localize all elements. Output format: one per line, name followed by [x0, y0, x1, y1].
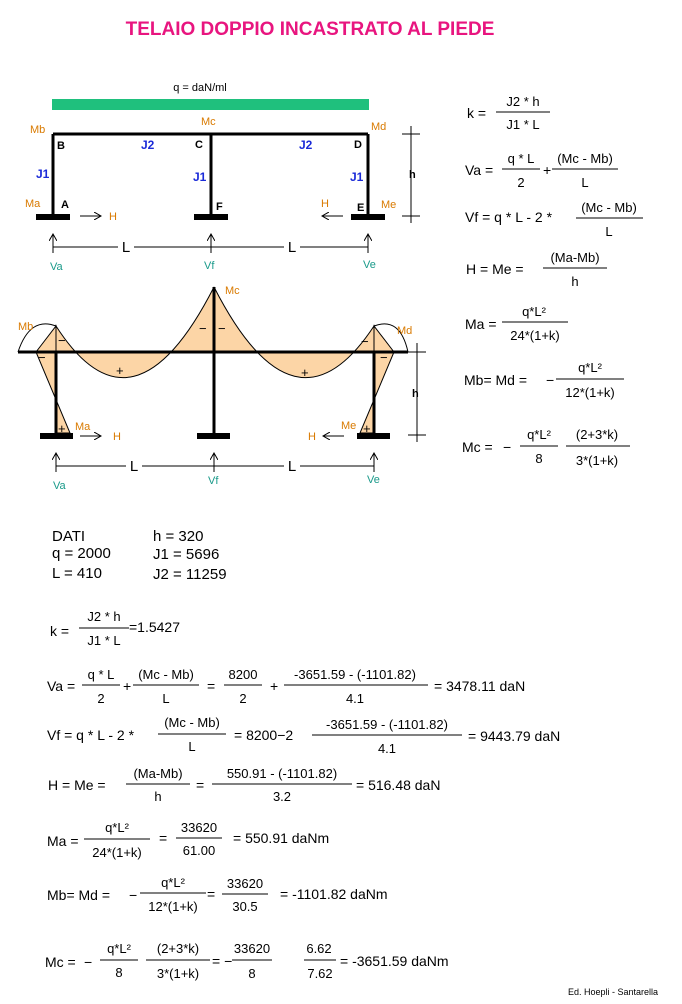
column-j1-middle-label: J1 — [193, 170, 207, 184]
moment-mb-label: Mb — [30, 124, 46, 136]
formula-k-lhs: k = — [467, 105, 487, 121]
formula-va-lhs: Va = — [465, 162, 494, 178]
moment-support-a — [40, 433, 73, 439]
calc-va-d2: L — [162, 691, 170, 706]
calc-vf-d3: 4.1 — [377, 741, 397, 756]
diagram-l-right-label: L — [287, 458, 297, 475]
calc-va-n3: 8200 — [228, 667, 258, 682]
formula-list — [462, 94, 643, 468]
calc-va-n1: q * L — [87, 667, 115, 682]
formula-va-plus: + — [543, 162, 552, 178]
formula-mc-minus: − — [503, 439, 512, 455]
diagram-l-dimension — [56, 453, 374, 472]
h-force-right-label: H — [321, 198, 329, 210]
frame-scheme — [25, 82, 420, 273]
diagram-h-label: h — [412, 388, 419, 400]
node-b-label: B — [57, 140, 65, 152]
formula-mb-lhs: Mb= Md = — [464, 372, 528, 388]
calculation-list — [45, 609, 560, 981]
footer-credit: Ed. Hoepli - Santarella — [567, 987, 658, 997]
node-f-label: F — [216, 201, 223, 213]
calc-mc-n4: 6.62 — [306, 941, 332, 956]
formula-mc-n2: (2+3*k) — [575, 427, 619, 442]
diagram-l-left-label: L — [129, 458, 139, 475]
l-right-label: L — [287, 239, 297, 256]
diagram-vf-label: Vf — [208, 475, 219, 487]
dati-q: q = 2000 — [52, 545, 111, 562]
calc-mc-d3: 8 — [248, 966, 256, 981]
formula-va-d1: 2 — [517, 175, 525, 190]
formula-mb-minus: − — [546, 372, 555, 388]
calc-mc-result: = -3651.59 daNm — [340, 953, 449, 969]
sign-plus-e-foot: + — [363, 421, 371, 436]
calc-vf-num: (Mc - Mb) — [164, 715, 220, 730]
moment-ma-label: Ma — [25, 198, 41, 210]
column-j1-left-label: J1 — [36, 167, 50, 181]
calc-mc-minus: − — [84, 954, 93, 970]
moment-diagram — [18, 285, 426, 492]
diagram-ma-label: Ma — [75, 421, 91, 433]
formula-ma-lhs: Ma = — [465, 316, 497, 332]
formula-vf-den: L — [605, 224, 613, 239]
node-a-label: A — [61, 199, 69, 211]
reaction-va-label: Va — [50, 261, 63, 273]
calc-mb-n2: 33620 — [226, 876, 264, 891]
node-d-label: D — [354, 139, 362, 151]
calc-va-eq: = — [207, 678, 216, 694]
dati-j2: J2 = 11259 — [153, 566, 227, 583]
dati-j1: J1 = 5696 — [153, 546, 220, 563]
sign-minus-c-right: − — [218, 321, 226, 336]
calc-k-num: J2 * h — [87, 609, 121, 624]
calc-mb-den: 12*(1+k) — [148, 899, 198, 914]
diagram-va-label: Va — [53, 480, 66, 492]
calc-ma-num: q*L² — [105, 820, 129, 835]
h-force-left-label: H — [109, 211, 117, 223]
node-e-label: E — [357, 202, 365, 214]
calc-va-d1: 2 — [97, 691, 105, 706]
calc-mc-n1: q*L² — [107, 941, 131, 956]
calc-va-d3: 2 — [239, 691, 247, 706]
beam-j2-right-label: J2 — [299, 138, 313, 152]
calc-ma-lhs: Ma = — [47, 833, 79, 849]
formula-mc-d1: 8 — [535, 451, 543, 466]
diagram-mc-label: Mc — [225, 285, 240, 297]
calc-ma-n2: 33620 — [180, 820, 218, 835]
support-f — [194, 214, 228, 220]
h-dimension-label: h — [409, 169, 416, 181]
formula-vf-lhs: Vf = q * L - 2 * — [465, 209, 553, 225]
sign-minus-c-left: − — [199, 321, 207, 336]
input-data — [52, 528, 227, 583]
formula-va-n1: q * L — [507, 151, 535, 166]
diagram-ve-label: Ve — [367, 474, 380, 486]
beam-j2-left-label: J2 — [141, 138, 155, 152]
calc-mb-result: = -1101.82 daNm — [280, 886, 388, 902]
formula-k-num: J2 * h — [506, 94, 540, 109]
calc-va-d4: 4.1 — [345, 691, 365, 706]
sign-plus-right: + — [301, 365, 309, 380]
calc-va-lhs: Va = — [47, 678, 76, 694]
calc-h-d2: 3.2 — [272, 789, 292, 804]
diagram-h-right-label: H — [308, 431, 316, 443]
formula-ma-den: 24*(1+k) — [510, 328, 560, 343]
formula-ma-num: q*L² — [522, 304, 546, 319]
distributed-load-bar — [52, 99, 369, 110]
moment-support-f — [197, 433, 230, 439]
calc-mc-lhs: Mc = — [45, 954, 76, 970]
calc-vf-den: L — [188, 739, 196, 754]
moment-mc-label: Mc — [201, 116, 216, 128]
moment-md-label: Md — [371, 121, 387, 133]
diagram-md-label: Md — [397, 325, 413, 337]
calc-h-n2: 550.91 - (-1101.82) — [226, 766, 338, 781]
sign-minus-e: − — [380, 350, 388, 365]
support-a — [36, 214, 70, 220]
formula-h-lhs: H = Me = — [466, 261, 524, 277]
calc-mc-eq: = − — [212, 953, 233, 969]
calc-va-n2: (Mc - Mb) — [138, 667, 194, 682]
diagram-mb-label: Mb — [18, 321, 34, 333]
reaction-vf-label: Vf — [204, 260, 215, 272]
calc-mb-lhs: Mb= Md = — [47, 887, 111, 903]
diagram-h-left-label: H — [113, 431, 121, 443]
load-label: q = daN/ml — [173, 82, 227, 94]
formula-mb-num: q*L² — [578, 360, 602, 375]
moment-me-label: Me — [381, 199, 397, 211]
calc-va-plus-2: + — [270, 678, 279, 694]
support-e — [351, 214, 385, 220]
calc-vf-result: = 9443.79 daN — [468, 728, 561, 744]
calc-h-eq: = — [196, 777, 205, 793]
formula-mc-n1: q*L² — [527, 427, 551, 442]
sign-minus-a: − — [38, 350, 46, 365]
calc-mb-d2: 30.5 — [232, 899, 258, 914]
calc-va-plus: + — [123, 678, 132, 694]
formula-mb-den: 12*(1+k) — [565, 385, 615, 400]
formula-va-n2: (Mc - Mb) — [557, 151, 613, 166]
calc-ma-result: = 550.91 daNm — [233, 830, 330, 846]
formula-h-num: (Ma-Mb) — [550, 250, 600, 265]
formula-va-d2: L — [581, 175, 589, 190]
calc-h-lhs: H = Me = — [48, 777, 106, 793]
calc-k-lhs: k = — [50, 623, 70, 639]
sign-plus-left: + — [116, 363, 124, 378]
calc-ma-d2: 61.00 — [182, 843, 216, 858]
l-dimension — [53, 234, 368, 253]
formula-mc-lhs: Mc = — [462, 439, 493, 455]
dati-heading: DATI — [52, 528, 86, 545]
calc-va-n4: -3651.59 - (-1101.82) — [294, 667, 416, 682]
calc-mc-d2: 3*(1+k) — [156, 966, 200, 981]
formula-k-den: J1 * L — [506, 117, 540, 132]
calc-vf-mid: = 8200−2 — [234, 727, 294, 743]
calc-mb-eq: = — [207, 886, 216, 902]
calc-k-result: =1.5427 — [129, 619, 180, 635]
calc-ma-eq: = — [159, 830, 168, 846]
moment-frame-members — [18, 287, 408, 435]
sign-minus-b: − — [58, 333, 66, 348]
calc-mc-n2: (2+3*k) — [156, 941, 200, 956]
formula-vf-num: (Mc - Mb) — [581, 200, 637, 215]
diagram-me-label: Me — [341, 420, 357, 432]
calc-ma-den: 24*(1+k) — [92, 845, 142, 860]
moment-support-e — [357, 433, 390, 439]
calc-mc-n3: 33620 — [233, 941, 271, 956]
calc-k-den: J1 * L — [87, 633, 121, 648]
dati-l: L = 410 — [52, 565, 102, 582]
reaction-ve-label: Ve — [363, 259, 376, 271]
page-title: TELAIO DOPPIO INCASTRATO AL PIEDE — [125, 19, 495, 40]
formula-mc-d2: 3*(1+k) — [575, 453, 619, 468]
l-left-label: L — [121, 239, 131, 256]
calc-h-den: h — [154, 789, 162, 804]
sign-plus-a-foot: + — [58, 421, 66, 436]
calc-mb-minus: − — [129, 887, 138, 903]
calc-vf-lhs: Vf = q * L - 2 * — [47, 727, 135, 743]
calc-h-result: = 516.48 daN — [356, 777, 441, 793]
sign-minus-d: − — [361, 334, 369, 349]
column-j1-right-label: J1 — [350, 170, 364, 184]
calc-mc-d4: 7.62 — [307, 966, 333, 981]
dati-h: h = 320 — [153, 528, 204, 545]
calc-va-result: = 3478.11 daN — [434, 678, 526, 694]
formula-h-den: h — [571, 274, 579, 289]
calc-vf-n3: -3651.59 - (-1101.82) — [326, 717, 448, 732]
calc-h-num: (Ma-Mb) — [133, 766, 183, 781]
node-c-label: C — [195, 139, 203, 151]
calc-mb-num: q*L² — [161, 875, 185, 890]
calc-mc-d1: 8 — [115, 965, 123, 980]
